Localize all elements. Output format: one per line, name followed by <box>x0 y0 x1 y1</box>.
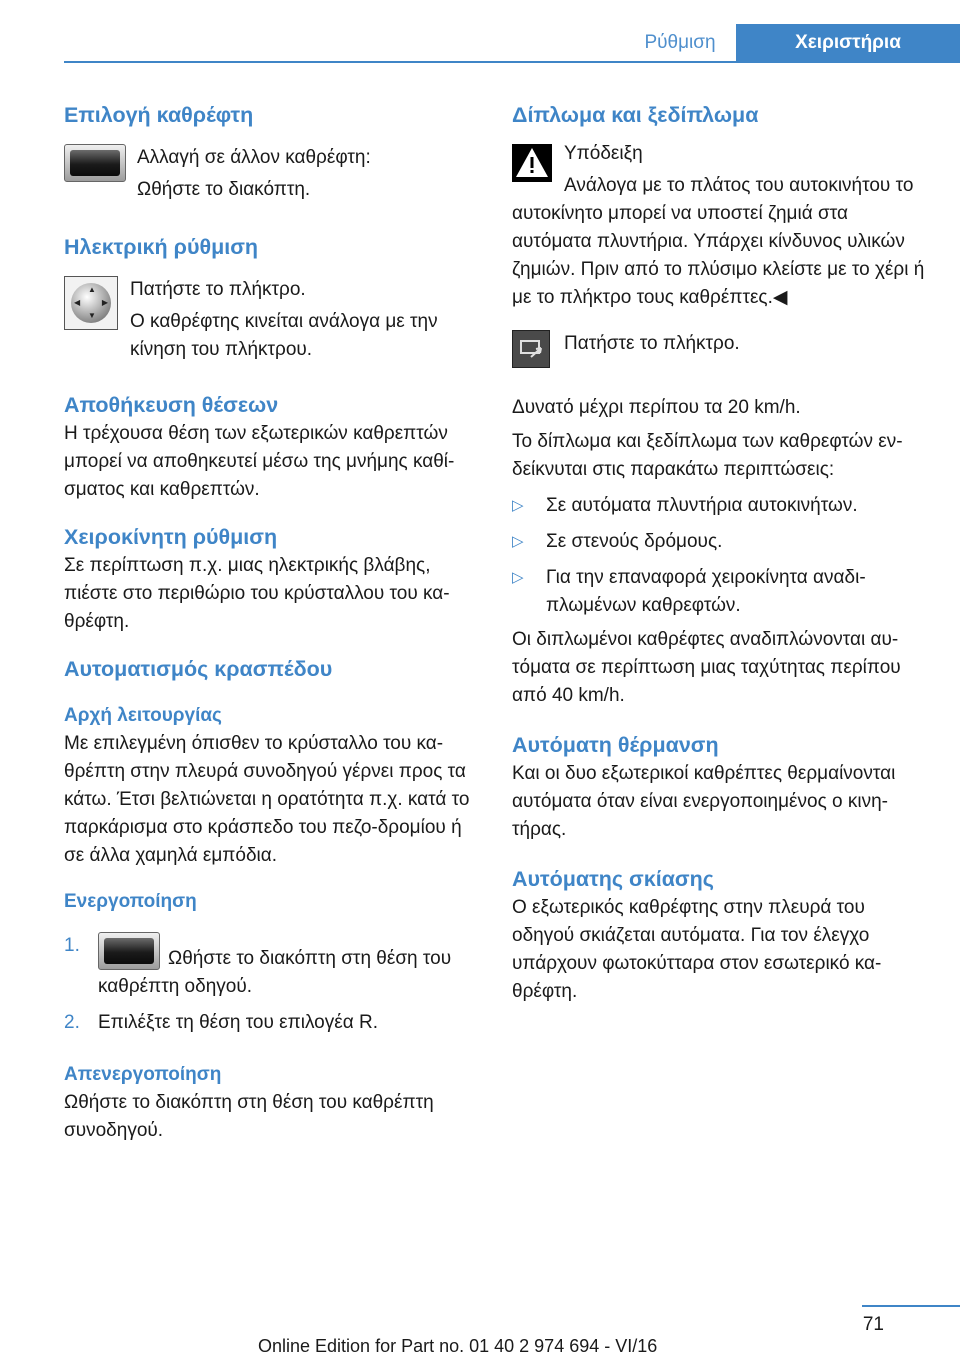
section-title-fold-unfold: Δίπλωμα και ξεδίπλωμα <box>512 103 759 127</box>
list-item <box>64 932 476 1001</box>
bullet-triangle-icon: ▷ <box>512 569 524 586</box>
unfold-text: Οι διπλωμένοι καθρέφτες αναδιπλώνονται αυ-τόματα σε περίπτωση μιας ταχύτητας περίπου από 40 km/h. <box>512 629 901 706</box>
list-item <box>64 1009 476 1037</box>
fold-button-row <box>512 330 928 368</box>
right-column <box>512 100 928 1006</box>
auto-dimming-text: Ο εξωτερικός καθρέφτης στην πλευρά του οδηγού σκιάζεται αυτόματα. Για τον έλεγχο υπάρχουν φωτοκύτταρα στον εσωτερικό κα-θρέφτη. <box>512 897 882 1002</box>
bullet-text: Σε αυτόματα πλυντήρια αυτοκινήτων. <box>546 495 858 516</box>
page-number: 71 <box>862 1314 884 1335</box>
bullet-triangle-icon: ▷ <box>512 533 524 550</box>
section-title-auto-heating: Αυτόματη θέρμανση <box>512 733 719 757</box>
header-rule <box>64 61 960 63</box>
electric-adjust-text-2: Ο καθρέφτης κινείται ανάλογα με την κίνηση του πλήκτρου. <box>130 311 438 360</box>
mirror-select-text-2: Ωθήστε το διακόπτη. <box>137 179 311 200</box>
mirror-switch-icon <box>64 144 126 182</box>
fold-cases-list <box>512 492 928 620</box>
fold-intro-text: Το δίπλωμα και ξεδίπλωμα των καθρεφτών εν-δείκνυται στις παρακάτω περιπτώσεις: <box>512 431 903 480</box>
mirror-select-text-1: Αλλαγή σε άλλον καθρέφτη: <box>137 147 371 168</box>
bullet-text: Σε στενούς δρόμους. <box>546 531 723 552</box>
mirror-joystick-icon: ▲ ▼ ◀ ▶ <box>64 276 118 330</box>
step-text: Επιλέξτε τη θέση του επιλογέα R. <box>98 1012 378 1033</box>
principle-text: Με επιλεγμένη όπισθεν το κρύσταλλο του κα-θρέπτη στην πλευρά συνοδηγού γέρνει προς τα κάτω. Έτσι βελτιώνεται η ορατότητα π.χ. κατά το παρκάρισμα στο κράσπεδο του πεζο-δρομίου ή σε άλλα χαμηλά εμπόδια. <box>64 733 470 866</box>
speed-text: Δυνατό μέχρι περίπου τα 20 km/h. <box>512 397 801 418</box>
section-title-curb-automatic: Αυτοματισμός κρασπέδου <box>64 657 333 681</box>
deactivation-text: Ωθήστε το διακόπτη στη θέση του καθρέπτη συνοδηγού. <box>64 1092 434 1141</box>
footer-rule <box>862 1305 960 1307</box>
list-item <box>512 492 928 520</box>
mirror-switch-icon <box>98 932 160 970</box>
section-title-manual-adjust: Χειροκίνητη ρύθμιση <box>64 525 278 549</box>
note-text: Ανάλογα με το πλάτος του αυτοκινήτου το αυτοκίνητο μπορεί να υποστεί ζημιά στα αυτόματα πλυντήρια. Υπάρχει κίνδυνος υλικών ζημιών. Πριν από το πλύσιμο κλείστε με το χέρι ή με το πλήκτρο τους καθρέπτες.◀ <box>512 175 925 308</box>
list-item <box>512 564 928 620</box>
subtitle-deactivation: Απενεργοποίηση <box>64 1064 222 1085</box>
activation-steps <box>64 932 476 1037</box>
section-title-store-positions: Αποθήκευση θέσεων <box>64 393 279 417</box>
section-title-electric-adjust: Ηλεκτρική ρύθμιση <box>64 235 259 259</box>
section-title-auto-dimming: Αυτόματης σκίασης <box>512 867 714 891</box>
list-item <box>512 528 928 556</box>
step-number: 1. <box>64 935 80 956</box>
bullet-triangle-icon: ▷ <box>512 497 524 514</box>
tab-settings[interactable]: Ρύθμιση <box>644 32 716 53</box>
auto-heating-text: Και οι δυο εξωτερικοί καθρέπτες θερμαίνονται αυτόματα όταν είναι ενεργοποιημένος ο κινη-τήρας. <box>512 763 896 840</box>
store-positions-text: Η τρέχουσα θέση των εξωτερικών καθρεπτών μπορεί να αποθηκευτεί μέσω της μνήμης καθί-σματος και καθρεπτών. <box>64 423 455 500</box>
edition-text: Online Edition for Part no. 01 40 2 974 694 - VI/16 <box>258 1336 658 1356</box>
warning-note <box>512 140 928 312</box>
warning-icon <box>512 144 552 182</box>
note-label: Υπόδειξη <box>564 143 643 164</box>
electric-adjust-text-1: Πατήστε το πλήκτρο. <box>130 279 306 300</box>
left-column <box>64 100 476 1145</box>
step-text: Ωθήστε το διακόπτη στη θέση του καθρέπτη οδηγού. <box>98 948 452 997</box>
tab-controls[interactable]: Χειριστήρια <box>736 24 960 63</box>
mirror-select-row <box>64 144 476 204</box>
section-title-mirror-select: Επιλογή καθρέφτη <box>64 103 254 127</box>
step-number: 2. <box>64 1012 80 1033</box>
subtitle-activation: Ενεργοποίηση <box>64 891 197 912</box>
subtitle-principle: Αρχή λειτουργίας <box>64 705 222 726</box>
electric-adjust-row <box>64 276 476 364</box>
bullet-text: Για την επαναφορά χειροκίνητα αναδι-πλωμένων καθρεφτών. <box>546 567 866 616</box>
mirror-fold-button-icon <box>512 330 550 368</box>
manual-adjust-text: Σε περίπτωση π.χ. μιας ηλεκτρικής βλάβης, πιέστε στο περιθώριο του κρύσταλλου του κα-θρέφτη. <box>64 555 450 632</box>
press-button-text: Πατήστε το πλήκτρο. <box>564 333 740 354</box>
